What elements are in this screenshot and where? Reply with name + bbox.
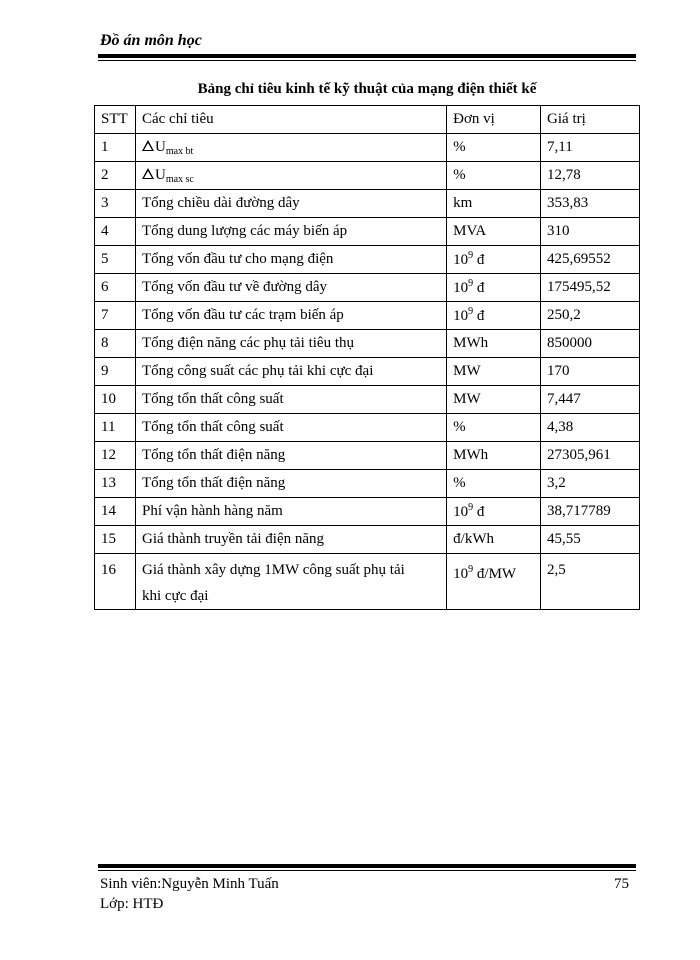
table-title: Bảng chỉ tiêu kinh tế kỹ thuật của mạng điện thiết kế bbox=[197, 81, 537, 97]
table-row bbox=[95, 302, 640, 330]
indicator-line-1: Giá thành xây dựng 1MW công suất phụ tải bbox=[141, 562, 405, 578]
indicator-cell bbox=[135, 134, 446, 162]
unit-cell: đ/kWh bbox=[447, 526, 541, 554]
column-header-value: Giá trị bbox=[541, 106, 640, 134]
stt-cell: 13 bbox=[95, 470, 136, 498]
page-number: 75 bbox=[614, 876, 629, 892]
unit-exponent: 9 bbox=[468, 306, 474, 317]
unit-suffix: đ bbox=[473, 504, 485, 520]
indicator-cell: Tổng tổn thất điện năng bbox=[135, 442, 446, 470]
indicator-cell bbox=[135, 162, 446, 190]
header-rule-thin bbox=[98, 60, 636, 61]
value-cell: 12,78 bbox=[541, 162, 640, 190]
table-row bbox=[95, 162, 640, 190]
header-rule-thick bbox=[98, 54, 636, 58]
indicator-cell: Tổng chiều dài đường dây bbox=[135, 190, 446, 218]
delta-icon bbox=[142, 140, 154, 151]
unit-base: 10 bbox=[453, 504, 469, 520]
unit-cell: % bbox=[447, 162, 541, 190]
value-cell: 4,38 bbox=[541, 414, 640, 442]
stt-cell: 9 bbox=[95, 358, 136, 386]
unit-cell: km bbox=[447, 190, 541, 218]
indicator-cell bbox=[135, 554, 446, 610]
indicator-cell: Tổng vốn đầu tư cho mạng điện bbox=[135, 246, 446, 274]
unit-base: 10 bbox=[453, 566, 469, 582]
unit-cell: MW bbox=[447, 386, 541, 414]
column-header-stt: STT bbox=[95, 106, 136, 134]
stt-cell: 1 bbox=[95, 134, 136, 162]
indicator-cell: Tổng tổn thất điện năng bbox=[135, 470, 446, 498]
table-row bbox=[95, 358, 640, 386]
table-row bbox=[95, 470, 640, 498]
value-cell: 170 bbox=[541, 358, 640, 386]
value-cell: 353,83 bbox=[541, 190, 640, 218]
stt-cell: 16 bbox=[95, 554, 136, 610]
column-header-indicator: Các chỉ tiêu bbox=[135, 106, 446, 134]
indicator-cell: Tổng công suất các phụ tải khi cực đại bbox=[135, 358, 446, 386]
unit-base: 10 bbox=[453, 252, 469, 268]
unit-suffix: đ bbox=[473, 280, 485, 296]
indicator-cell: Giá thành truyền tải điện năng bbox=[135, 526, 446, 554]
unit-cell bbox=[447, 274, 541, 302]
delta-icon bbox=[142, 168, 154, 179]
stt-cell: 7 bbox=[95, 302, 136, 330]
value-cell: 38,717789 bbox=[541, 498, 640, 526]
footer-student: Sinh viên:Nguyễn Minh Tuấn bbox=[100, 876, 279, 892]
unit-cell: % bbox=[447, 134, 541, 162]
footer-rule-thin bbox=[98, 870, 636, 871]
unit-exponent: 9 bbox=[468, 564, 474, 575]
unit-cell: MWh bbox=[447, 442, 541, 470]
value-cell: 27305,961 bbox=[541, 442, 640, 470]
document-header-title: Đồ án môn học bbox=[100, 32, 202, 49]
subscript: max bt bbox=[165, 145, 194, 157]
indicator-cell: Phí vận hành hàng năm bbox=[135, 498, 446, 526]
value-cell: 45,55 bbox=[541, 526, 640, 554]
table-row bbox=[95, 386, 640, 414]
symbol: U bbox=[154, 138, 166, 155]
footer-class: Lớp: HTĐ bbox=[100, 896, 164, 912]
stt-cell: 8 bbox=[95, 330, 136, 358]
stt-cell: 11 bbox=[95, 414, 136, 442]
value-cell: 7,447 bbox=[541, 386, 640, 414]
unit-cell bbox=[447, 302, 541, 330]
unit-cell bbox=[447, 498, 541, 526]
value-cell: 7,11 bbox=[541, 134, 640, 162]
unit-base: 10 bbox=[453, 280, 469, 296]
unit-cell: % bbox=[447, 470, 541, 498]
unit-suffix: đ/MW bbox=[473, 566, 517, 582]
value-cell: 850000 bbox=[541, 330, 640, 358]
table-row bbox=[95, 134, 640, 162]
indicator-cell: Tổng dung lượng các máy biến áp bbox=[135, 218, 446, 246]
indicator-cell: Tổng tổn thất công suất bbox=[135, 414, 446, 442]
unit-cell: MW bbox=[447, 358, 541, 386]
stt-cell: 12 bbox=[95, 442, 136, 470]
unit-cell: MVA bbox=[447, 218, 541, 246]
stt-cell: 14 bbox=[95, 498, 136, 526]
indicator-cell: Tổng vốn đầu tư các trạm biến áp bbox=[135, 302, 446, 330]
table-header-row bbox=[95, 106, 640, 134]
unit-suffix: đ bbox=[473, 308, 485, 324]
subscript: max sc bbox=[165, 173, 194, 185]
unit-cell: MWh bbox=[447, 330, 541, 358]
unit-cell bbox=[447, 246, 541, 274]
stt-cell: 10 bbox=[95, 386, 136, 414]
table-row bbox=[95, 526, 640, 554]
table-row bbox=[95, 330, 640, 358]
stt-cell: 3 bbox=[95, 190, 136, 218]
unit-exponent: 9 bbox=[468, 502, 474, 513]
indicator-line-2: khi cực đại bbox=[141, 588, 209, 604]
indicator-cell: Tổng vốn đầu tư về đường dây bbox=[135, 274, 446, 302]
footer-rule-thick bbox=[98, 864, 636, 868]
stt-cell: 2 bbox=[95, 162, 136, 190]
unit-suffix: đ bbox=[473, 252, 485, 268]
stt-cell: 15 bbox=[95, 526, 136, 554]
indicator-cell: Tổng điện năng các phụ tải tiêu thụ bbox=[135, 330, 446, 358]
table-row bbox=[95, 554, 640, 610]
unit-base: 10 bbox=[453, 308, 469, 324]
unit-cell: % bbox=[447, 414, 541, 442]
column-header-unit: Đơn vị bbox=[447, 106, 541, 134]
symbol: U bbox=[154, 166, 166, 183]
table-row bbox=[95, 498, 640, 526]
table-row bbox=[95, 190, 640, 218]
value-cell: 250,2 bbox=[541, 302, 640, 330]
table-row bbox=[95, 442, 640, 470]
stt-cell: 4 bbox=[95, 218, 136, 246]
stt-cell: 5 bbox=[95, 246, 136, 274]
unit-cell bbox=[447, 554, 541, 610]
value-cell: 175495,52 bbox=[541, 274, 640, 302]
technical-economic-table bbox=[94, 105, 640, 610]
table-row bbox=[95, 274, 640, 302]
indicator-cell: Tổng tổn thất công suất bbox=[135, 386, 446, 414]
table-row bbox=[95, 218, 640, 246]
stt-cell: 6 bbox=[95, 274, 136, 302]
value-cell: 3,2 bbox=[541, 470, 640, 498]
value-cell: 2,5 bbox=[541, 554, 640, 610]
value-cell: 425,69552 bbox=[541, 246, 640, 274]
value-cell: 310 bbox=[541, 218, 640, 246]
table-row bbox=[95, 246, 640, 274]
unit-exponent: 9 bbox=[468, 250, 474, 261]
table-row bbox=[95, 414, 640, 442]
unit-exponent: 9 bbox=[468, 278, 474, 289]
